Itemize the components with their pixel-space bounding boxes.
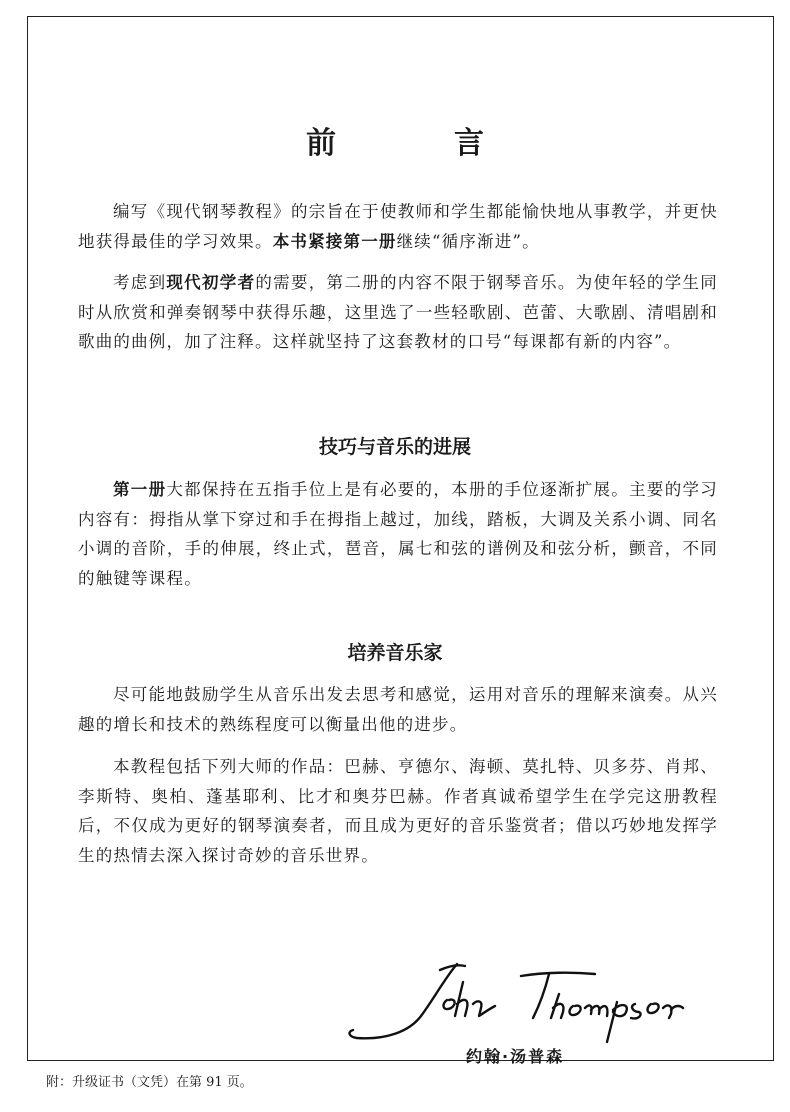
intro-p2-text-a: 考虑到 (113, 273, 167, 292)
technique-bold: 第一册 (113, 480, 167, 499)
intro-p1-bold: 本书紧接第一册 (272, 231, 397, 251)
intro-paragraph-1 (78, 197, 718, 256)
technique-text: 大都保持在五指手位上是有必要的，本册的手位逐渐扩展。主要的学习内容有：拇指从掌下穿过和手在拇指上越过，加线，踏板，大调及关系小调、同名小调的音阶，手的伸展，终止式，琶音，属七和弦的谱例及和弦分析，颤音，不同的触键等课程。 (78, 480, 718, 588)
intro-p1-text-c: 继续“循序渐进”。 (396, 231, 540, 251)
author-name: 约翰·汤普森 (466, 1047, 565, 1066)
section-heading-technique: 技巧与音乐的进展 (318, 436, 471, 458)
intro-p2-text-c: 的需要，第二册的内容不限于钢琴音乐。为使年轻的学生同时从欣赏和弹奏钢琴中获得乐趣，这里选了一些轻歌剧、芭蕾、大歌剧、清唱剧和歌曲的曲例，加了注释。这样就坚持了这套教材的口号“每课都有新的内容”。 (78, 273, 718, 351)
handwritten-signature (345, 958, 685, 1048)
musician-paragraph-1: 尽可能地鼓励学生从音乐出发去思考和感觉，运用对音乐的理解来演奏。从兴趣的增长和技术的熟练程度可以衡量出他的进步。 (78, 685, 718, 734)
technique-paragraph (78, 475, 718, 593)
section-heading-musician: 培养音乐家 (347, 642, 443, 664)
intro-p2-bold: 现代初学者 (166, 273, 256, 292)
musician-paragraph-2: 本教程包括下列大师的作品：巴赫、亨德尔、海顿、莫扎特、贝多芬、肖邦、李斯特、奥柏、蓬基耶利、比才和奥芬巴赫。作者真诚希望学生在学完这册教程后，不仅成为更好的钢琴演奏者，而且成为更好的音乐鉴赏者；借以巧妙地发挥学生的热情去深入探讨奇妙的音乐世界。 (78, 757, 718, 865)
intro-paragraph-2 (78, 268, 718, 357)
footnote: 附：升级证书（文凭）在第 91 页。 (46, 1075, 253, 1090)
intro-p1-text-a: 编写《现代钢琴教程》的宗旨在于使教师和学生都能愉快地从事教学，并更快地获得最佳的学习效果。 (78, 202, 718, 251)
page-title: 前 言 (306, 126, 528, 161)
